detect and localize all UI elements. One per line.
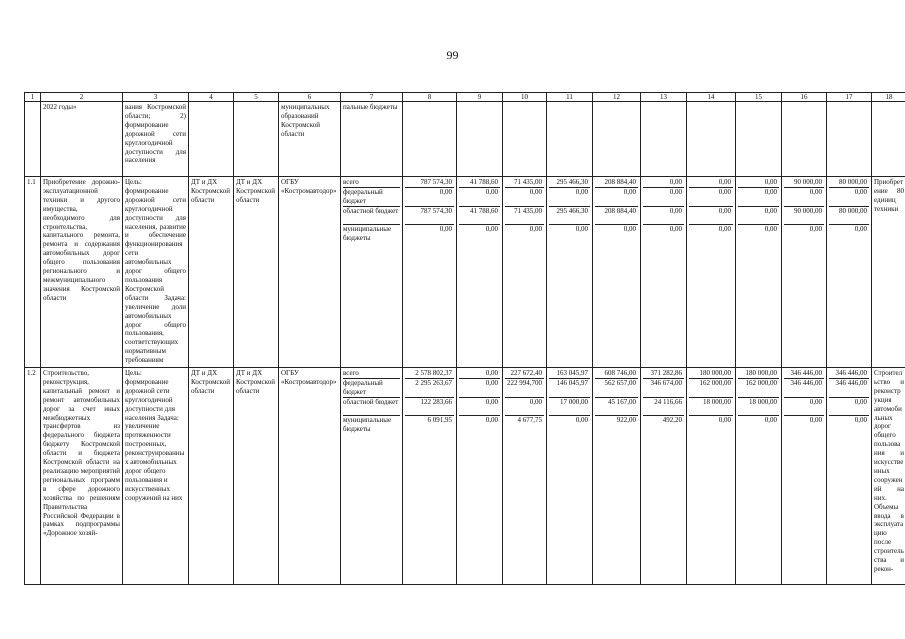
cell-line: 17 000,00 (549, 397, 590, 416)
cell-line: 0,00 (689, 187, 733, 206)
cell-line: 295 466,30 (549, 206, 590, 225)
cell-line: 0,00 (505, 397, 544, 416)
cell-line: 346 446,00 (829, 378, 869, 397)
amount-cell (547, 177, 593, 368)
cell-line: всего (343, 369, 359, 377)
cell-line: 0,00 (784, 397, 824, 416)
cell-line: 0,00 (718, 178, 731, 186)
cell-line: 222 994,700 (505, 378, 544, 397)
cell-line: 71 435,00 (514, 178, 542, 186)
executor-cell: ДТ и ДХ Костромской области (189, 368, 234, 585)
cell-line: 562 657,00 (595, 378, 638, 397)
cell-line: 18 000,00 (738, 397, 779, 416)
executor-cell: ДТ и ДХ Костромской области (234, 368, 279, 585)
row-number: 1.2 (25, 368, 41, 585)
col-header: 7 (341, 93, 403, 102)
cell-line: 0,00 (549, 187, 590, 206)
col-header: 16 (782, 93, 827, 102)
cell-line: областной бюджет (343, 397, 400, 416)
cell-line: 492,20 (643, 415, 684, 443)
col-header: 12 (593, 93, 641, 102)
cell-line: 922,00 (595, 415, 638, 443)
funding-source-cell: пальные бюджеты (341, 102, 403, 177)
cell-line: 24 116,66 (643, 397, 684, 416)
table-row-1-1 (25, 177, 905, 368)
cell-line: 0,00 (738, 224, 779, 252)
table-row-1-2 (25, 368, 905, 585)
cell-line: 0,00 (829, 187, 869, 206)
col-header: 10 (503, 93, 547, 102)
measure-goal: вания Костромской области; 2) формирование дорожной сети круглогодичной доступности для населения (123, 102, 189, 177)
participant-cell: ОГБУ «Костромавтодор» (279, 177, 341, 368)
amount-cell (403, 177, 457, 368)
amount-cell (503, 368, 547, 585)
col-header: 15 (736, 93, 782, 102)
table-row-continuation (25, 102, 905, 177)
funding-sources (341, 368, 403, 585)
participant-cell: ОГБУ «Костромавтодор» (279, 368, 341, 585)
amount-cell (827, 177, 872, 368)
row-number (25, 102, 41, 177)
cell-line: 0,00 (689, 224, 733, 252)
cell-line: 71 435,00 (505, 206, 544, 225)
funding-sources (341, 177, 403, 368)
col-header: 1 (25, 93, 41, 102)
cell-line: 2 578 802,37 (415, 369, 452, 377)
cell-line: 0,00 (595, 187, 638, 206)
amount-cell (547, 368, 593, 585)
cell-line: 0,00 (459, 415, 500, 443)
col-header: 2 (41, 93, 123, 102)
measure-name: Приобретение дорожно-эксплуатационной техники и другого имущества, необходимого для строительства, капитального ремонта, ремонта и содержания автомобильных дорог общего пользования регионального и межмуниципального значения Костромской области (41, 177, 123, 368)
cell-line: 146 045,97 (549, 378, 590, 397)
col-header: 9 (457, 93, 503, 102)
cell-line: 346 446,00 (835, 369, 867, 377)
cell-line: 18 000,00 (689, 397, 733, 416)
amount-cell (641, 368, 687, 585)
amount-cell (736, 368, 782, 585)
cell-line: 2 295 263,67 (405, 378, 454, 397)
cell-line: 90 000,00 (784, 206, 824, 225)
cell-line: 0,00 (829, 397, 869, 416)
cell-line: 0,00 (505, 187, 544, 206)
cell-line: 0,00 (485, 369, 498, 377)
cell-line: 180 000,00 (699, 369, 731, 377)
cell-line: 0,00 (829, 224, 869, 252)
page-number: 99 (446, 48, 459, 62)
amount-cell (782, 177, 827, 368)
result-cell (872, 102, 905, 177)
cell-line: 227 672,40 (510, 369, 542, 377)
amount-cell (827, 368, 872, 585)
cell-line: 208 884,40 (604, 178, 636, 186)
amount-cell (593, 177, 641, 368)
col-header: 5 (234, 93, 279, 102)
measure-name: Строительство, реконструкция, капитальный ремонт и ремонт автомобильных дорог за счет иных межбюджетных трансфертов из федерального бюджета бюджету Костромской области и бюджета Костромской области на реализацию мероприятий региональных программ в сфере дорожного хозяйства по решениям Правительства Российской Федерации в рамках подпрограммы «Дорожное хозяй- (41, 368, 123, 585)
amount-cell (641, 177, 687, 368)
cell-line: 45 167,00 (595, 397, 638, 416)
amount-cell (687, 177, 736, 368)
col-header: 4 (189, 93, 234, 102)
cell-line: 80 000,00 (829, 206, 869, 225)
cell-line: 346 446,00 (784, 378, 824, 397)
cell-line: 122 283,66 (405, 397, 454, 416)
amount-cell (403, 368, 457, 585)
cell-line: 295 466,30 (556, 178, 588, 186)
cell-line: 6 091,95 (405, 415, 454, 443)
cell-line: всего (343, 178, 359, 186)
executor-cell: ДТ и ДХ Костромской области (189, 177, 234, 368)
amount-cell (593, 368, 641, 585)
executor-cell (189, 102, 234, 177)
cell-line: 0,00 (738, 187, 779, 206)
amount-cell (736, 177, 782, 368)
cell-line: 346 446,00 (790, 369, 822, 377)
column-number-row (25, 93, 905, 102)
amount-cell (457, 368, 503, 585)
measure-name: 2022 годы» (41, 102, 123, 177)
col-header: 3 (123, 93, 189, 102)
row-number: 1.1 (25, 177, 41, 368)
executor-cell (234, 102, 279, 177)
col-header: 18 (872, 93, 905, 102)
cell-line: федеральный бюджет (343, 378, 400, 397)
result-cell: Приобретение 80 единиц техники (872, 177, 905, 368)
cell-line: 0,00 (738, 415, 779, 443)
cell-line: 0,00 (689, 206, 733, 225)
cell-line: 0,00 (405, 187, 454, 206)
amount-cell (782, 368, 827, 585)
col-header: 13 (641, 93, 687, 102)
measure-goal: Цель: формирование дорожной сети круглогодичной доступности для населения Задача: увеличение протяженности построенных, реконструированных автомобильных дорог общего пользования и искусственных сооружений на них (123, 368, 189, 585)
cell-line: 0,00 (459, 397, 500, 416)
cell-line: 787 574,30 (420, 178, 452, 186)
cell-line: 41 788,60 (459, 206, 500, 225)
cell-line: 208 884,40 (595, 206, 638, 225)
cell-line: 0,00 (505, 224, 544, 252)
cell-line: 180 000,00 (745, 369, 777, 377)
col-header: 17 (827, 93, 872, 102)
cell-line: муниципальные бюджеты (343, 224, 400, 252)
cell-line: 0,00 (764, 178, 777, 186)
cell-line: 0,00 (459, 187, 500, 206)
cell-line: 0,00 (459, 224, 500, 252)
cell-line: 0,00 (784, 187, 824, 206)
amount-cell (687, 368, 736, 585)
col-header: 14 (687, 93, 736, 102)
col-header: 6 (279, 93, 341, 102)
cell-line: 163 045,97 (556, 369, 588, 377)
cell-line: областной бюджет (343, 206, 400, 225)
cell-line: 0,00 (829, 415, 869, 443)
cell-line: 0,00 (595, 224, 638, 252)
cell-line: 0,00 (643, 187, 684, 206)
cell-line: 0,00 (549, 224, 590, 252)
result-cell: Строительство и реконструкция автомобильных дорог общего пользования и искусственных сооружений на них. Объемы ввода в эксплуатацию после строительства и рекон- (872, 368, 905, 585)
amount-cell (503, 177, 547, 368)
cell-line: 162 000,00 (689, 378, 733, 397)
budget-table (24, 92, 905, 585)
cell-line: 0,00 (669, 178, 682, 186)
cell-line: 0,00 (784, 224, 824, 252)
amount-cell (457, 177, 503, 368)
col-header: 8 (403, 93, 457, 102)
cell-line: 346 674,00 (643, 378, 684, 397)
cell-line: 0,00 (405, 224, 454, 252)
cell-line: 371 282,86 (650, 369, 682, 377)
cell-line: муниципальные бюджеты (343, 415, 400, 443)
cell-line: 41 788,60 (470, 178, 498, 186)
measure-goal: Цель: формирование дорожной сети круглогодичной доступности для населения, развитие и обеспечение функционирования сети автомобильных дорог общего пользования Костромской области Задача: увеличение доли автомобильных дорог общего пользования, соответствующих нормативным требованиям (123, 177, 189, 368)
cell-line: 0,00 (549, 415, 590, 443)
cell-line: 0,00 (689, 415, 733, 443)
cell-line: 787 574,30 (405, 206, 454, 225)
cell-line: 90 000,00 (794, 178, 822, 186)
executor-cell: ДТ и ДХ Костромской области (234, 177, 279, 368)
cell-line: 4 677,75 (505, 415, 544, 443)
col-header: 11 (547, 93, 593, 102)
cell-line: 162 000,00 (738, 378, 779, 397)
cell-line: федеральный бюджет (343, 187, 400, 206)
cell-line: 0,00 (643, 206, 684, 225)
cell-line: 80 000,00 (839, 178, 867, 186)
cell-line: 0,00 (643, 224, 684, 252)
cell-line: 608 746,00 (604, 369, 636, 377)
cell-line: 0,00 (459, 378, 500, 397)
participant-cell: муниципальных образований Костромской области (279, 102, 341, 177)
cell-line: 0,00 (784, 415, 824, 443)
cell-line: 0,00 (738, 206, 779, 225)
